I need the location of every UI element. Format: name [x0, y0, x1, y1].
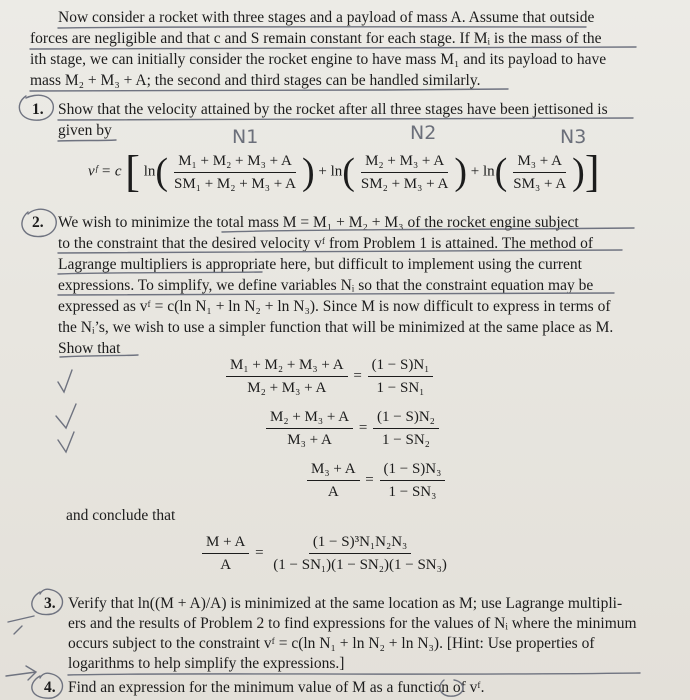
fraction-denominator: A	[327, 484, 339, 500]
circle-mark	[32, 589, 63, 614]
underline-mark	[58, 118, 633, 120]
intro-line: forces are negligible and that c and S remain constant for each stage. If Mᵢ is the mass of the	[30, 30, 602, 47]
fraction-numerator: (1 − S)N₃	[380, 460, 446, 481]
fraction-numerator: M₃ + A	[307, 460, 360, 481]
fraction-denominator: M₂ + M₃ + A	[247, 380, 327, 396]
fraction-numerator: M + A	[202, 533, 249, 554]
problem-2-text: to the constraint that the desired velocity vᶠ from Problem 1 is attained. The method of	[58, 235, 593, 252]
intro-line: Now consider a rocket with three stages and a payload of mass A. Assume that outside	[58, 9, 595, 26]
problem-2-text: expressions. To simplify, we define variables Nᵢ so that the constraint equation may be	[58, 277, 594, 294]
underline-mark	[30, 89, 508, 91]
fraction-denominator: 1 − SN₁	[376, 380, 425, 396]
handwritten-label-n2: N2	[410, 122, 437, 144]
problem-1-number: 1.	[32, 101, 44, 118]
fraction-numerator: (1 − S)³N₁N₂N₃	[309, 533, 411, 554]
conclude-text: and conclude that	[66, 507, 176, 524]
fraction-denominator: A	[220, 557, 232, 573]
intro-line: ith stage, we can initially consider the rocket engine to have mass M₁ and its payload to have	[30, 51, 607, 68]
fraction-denominator: 1 − SN₂	[382, 432, 430, 448]
fraction-numerator: M₂ + M₃ + A	[361, 152, 448, 173]
problem-3-text: logarithms to help simplify the expressions.]	[68, 655, 345, 672]
circle-mark	[22, 209, 56, 236]
fraction-numerator: M₃ + A	[513, 152, 566, 173]
fraction-denominator: 1 − SN₃	[388, 484, 437, 500]
equals-sign: =	[255, 544, 264, 561]
plus-ln-operator: + ln	[470, 163, 495, 180]
circle-mark	[19, 95, 53, 120]
fraction-numerator: M₁ + M₂ + M₃ + A	[226, 356, 348, 377]
underline-mark	[58, 293, 614, 295]
circle-mark	[32, 673, 63, 698]
problem-2-text: expressed as vᶠ = c(ln N₁ + ln N₂ + ln N₃). Since M is now difficult to express in terms of	[58, 298, 611, 315]
arrow-mark	[8, 616, 34, 634]
problem-3-text: Verify that ln((M + A)/A) is minimized at the same location as M; use Lagrange multipli-	[68, 595, 623, 612]
plus-ln-operator: + ln	[318, 163, 343, 180]
fraction-denominator: SM₁ + M₂ + M₃ + A	[174, 175, 296, 192]
arrow-mark	[6, 666, 36, 680]
left-bracket: [	[125, 147, 140, 196]
problem-2-text: Show that	[58, 340, 121, 357]
problem-1-text: given by	[58, 122, 112, 139]
problem-4-text: Find an expression for the minimum value of M as a function of vᶠ.	[68, 679, 485, 696]
problem-2-text: We wish to minimize the total mass M = M₁ + M₂ + M₃ of the rocket engine subject	[58, 214, 579, 231]
equals-sign: =	[365, 471, 374, 488]
fraction-numerator: (1 − S)N₂	[373, 408, 439, 429]
underline-mark	[58, 140, 116, 141]
check-mark	[58, 370, 72, 392]
underline-mark	[60, 355, 138, 357]
underline-mark	[68, 673, 640, 675]
ln-operator: ln	[143, 163, 156, 180]
fraction-denominator: M₃ + A	[287, 432, 332, 448]
problem-2-text: Lagrange multipliers is appropriate here, but difficult to implement using the current	[58, 256, 582, 273]
handwritten-label-n3: N3	[560, 126, 587, 148]
problem-3-text: occurs subject to the constraint vᶠ = c(ln N₁ + ln N₂ + ln N₃). [Hint: Use properties of	[68, 635, 595, 652]
fraction-denominator: SM₂ + M₃ + A	[360, 175, 449, 192]
equals-sign: =	[358, 419, 368, 436]
check-mark	[56, 404, 76, 428]
fraction-numerator: (1 − S)N₁	[368, 356, 434, 377]
underline-mark	[58, 272, 262, 274]
velocity-equation: vᶠ = c [ ln( $\frac{\text{M₁ + M₂ + M₃ + A}}{\text{SM₁ + M₂ + M₃ + A}}$ ) + ln( $\frac{\text{M₂ + M₃ + A}}{\text{SM₂ + M₃ + A}}$ ) + ln( $\frac{\text{M₃ + A}}{\text{SM₃ + A}}$ )]	[88, 147, 600, 196]
problem-4-number: 4.	[44, 679, 56, 696]
problem-2-text: the Nᵢ’s, we wish to use a simpler function that will be minimized at the same place as M.	[58, 319, 614, 336]
underline-mark	[58, 250, 622, 253]
handwritten-label-n1: N1	[232, 126, 259, 148]
check-mark	[58, 432, 74, 452]
circle-mark	[440, 680, 463, 696]
problem-2-number: 2.	[32, 214, 44, 231]
fraction-numerator: M₂ + M₃ + A	[266, 408, 353, 429]
problem-3-text: ers and the results of Problem 2 to find expressions for the values of Nᵢ where the minimum	[68, 615, 637, 632]
problem-1-text: Show that the velocity attained by the rocket after all three stages have been jettisoned is	[58, 101, 608, 118]
equals-sign: =	[353, 367, 362, 384]
underline-mark	[222, 228, 634, 232]
right-bracket: ]	[584, 147, 600, 196]
problem-3-number: 3.	[44, 595, 56, 612]
fraction-numerator: M₁ + M₂ + M₃ + A	[174, 152, 296, 173]
fraction-denominator: (1 − SN₁)(1 − SN₂)(1 − SN₃)	[273, 557, 447, 573]
equation-lhs: vᶠ = c	[88, 163, 122, 180]
intro-line: mass M₂ + M₃ + A; the second and third stages can be handled similarly.	[30, 72, 481, 89]
underline-mark	[58, 27, 586, 28]
fraction-denominator: SM₃ + A	[513, 175, 567, 192]
underline-mark	[30, 47, 636, 49]
